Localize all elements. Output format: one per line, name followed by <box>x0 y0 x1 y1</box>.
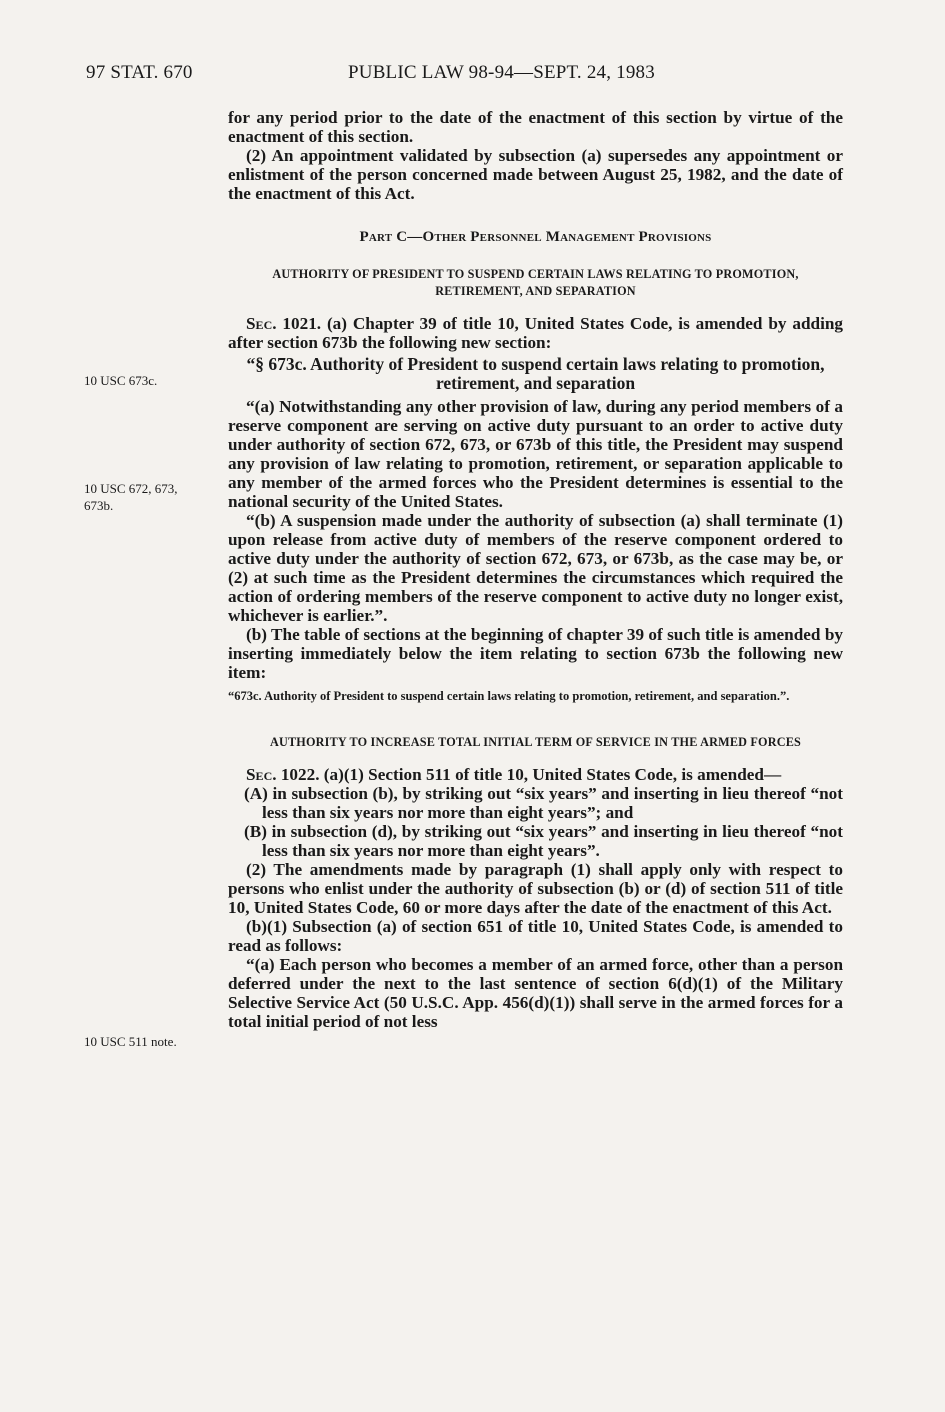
paragraph-table-amendment: (b) The table of sections at the beginning of chapter 39 of such title is amended by inserting immediately below the item relating to section 673b the following new item: <box>228 625 843 682</box>
margin-note-672: 10 USC 672, 673, <box>84 481 178 496</box>
subparagraph-a: (A) in subsection (b), by striking out “six years” and inserting in lieu thereof “not less than six years nor more than eight years”; and <box>244 784 843 822</box>
public-law-header: PUBLIC LAW 98-94—SEPT. 24, 1983 <box>348 62 655 83</box>
part-heading: Part C—Other Personnel Management Provisions <box>359 229 712 245</box>
sec-1021-text: 1021. (a) Chapter 39 of title 10, United States Code, is amended by adding after section 673b the following new section: <box>228 314 843 352</box>
sec-1022-text: 1022. (a)(1) Section 511 of title 10, United States Code, is amended— <box>280 765 782 784</box>
section-heading-1021: AUTHORITY OF PRESIDENT TO SUSPEND CERTAIN LAWS RELATING TO PROMOTION, RETIREMENT, AND SEPARATION <box>272 267 799 298</box>
paragraph-673c-b: “(b) A suspension made under the authority of subsection (a) shall terminate (1) upon release from active duty of members of the reserve component ordered to active duty under the authority of section 672, 673, or 673b, as the case may be, or (2) at such time as the President determines the circumstances which required the action of ordering members of the reserve component to active duty no longer exist, whichever is earlier.”. <box>228 511 843 625</box>
paragraph-amendments-apply: (2) The amendments made by paragraph (1) shall apply only with respect to persons who enlist under the authority of subsection (b) or (d) of section 511 of title 10, United States Code, 60 or more days after the date of the enactment of this Act. <box>228 860 843 917</box>
paragraph-initial-period: “(a) Each person who becomes a member of an armed force, other than a person deferred under the next to the last sentence of section 6(d)(1) of the Military Selective Service Act (50 U.S.C. App. 456(d)(1)) shall serve in the armed forces for a total initial period of not less <box>228 955 843 1031</box>
paragraph-673c-a: “(a) Notwithstanding any other provision of law, during any period members of a reserve component are serving on active duty pursuant to an order to active duty under authority of section 672, 673, or 673b of this title, the President may suspend any provision of law relating to promotion, retirement, or separation applicable to any member of the armed forces who the President determines is essential to the national security of the United States. <box>228 397 843 511</box>
section-673c-title: “§ 673c. Authority of President to suspend certain laws relating to promotion, retirement, and separation <box>246 354 825 393</box>
paragraph-continuation: for any period prior to the date of the enactment of this section by virtue of the enactment of this section. <box>228 108 843 146</box>
margin-note-673b: 673b. <box>84 498 114 513</box>
table-item-673c: “673c. Authority of President to suspend certain laws relating to promotion, retirement, and separation.”. <box>228 689 790 703</box>
section-1022-intro <box>228 765 843 784</box>
paragraph-appointment: (2) An appointment validated by subsection (a) supersedes any appointment or enlistment of the person concerned made between August 25, 1982, and the date of the enactment of this Act. <box>228 146 843 203</box>
margin-note-511: 10 USC 511 note. <box>84 1034 177 1049</box>
page-stat-header: 97 STAT. 670 <box>86 62 193 83</box>
section-heading-1022: AUTHORITY TO INCREASE TOTAL INITIAL TERM OF SERVICE IN THE ARMED FORCES <box>269 735 802 749</box>
section-1021-intro <box>228 314 843 352</box>
document-body <box>228 108 843 1031</box>
sec-label-1022: Sec. <box>246 765 277 784</box>
paragraph-section-651: (b)(1) Subsection (a) of section 651 of title 10, United States Code, is amended to read as follows: <box>228 917 843 955</box>
margin-note-673c: 10 USC 673c. <box>84 373 158 388</box>
sec-label: Sec. <box>246 314 277 333</box>
subparagraph-b: (B) in subsection (d), by striking out “six years” and inserting in lieu thereof “not less than six years nor more than eight years”. <box>244 822 843 860</box>
